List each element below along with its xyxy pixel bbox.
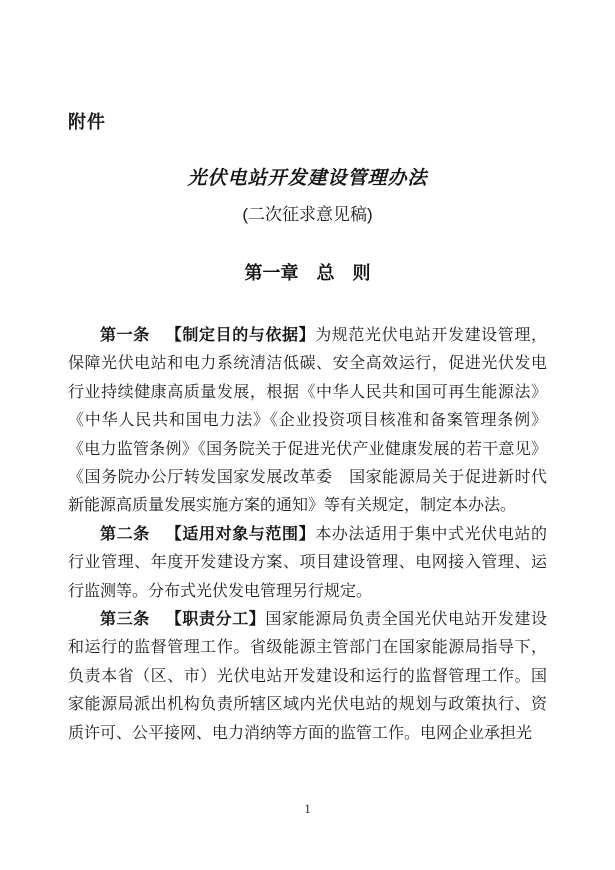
- page-number: 1: [304, 801, 311, 816]
- attachment-label: 附件: [68, 112, 106, 132]
- document-title: 光伏电站开发建设管理办法: [187, 167, 428, 189]
- article-label: 【适用对象与范围】: [165, 525, 316, 543]
- article-text: 为规范光伏电站开发建设管理，保障光伏电站和电力系统清洁低碳、安全高效运行，促进光伏发电行业持续健康高质量发展，根据《中华人民共和国可再生能源法》《中华人民共和国电力法》《企业投资项目核准和备案管理条例》《电力监管条例》《国务院关于促进光伏产业健康发展的若干意见》《国务院办公厅转发国家发展改革委 国家能源局关于促进新时代新能源高质量发展实施方案的通知》等有关规定，制定本办法。: [68, 327, 547, 515]
- article-number: 第二条: [100, 525, 150, 543]
- article-paragraph-3: [68, 606, 547, 748]
- article-text: 国家能源局负责全国光伏电站开发建设和运行的监督管理工作。省级能源主管部门在国家能源局指导下，负责本省（区、市）光伏电站开发建设和运行的监督管理工作。国家能源局派出机构负责所辖区域内光伏电站的规划与政策执行、资质许可、公平接网、电力消纳等方面的监管工作。电网企业承担光: [68, 611, 547, 742]
- document-subtitle: (二次征求意见稿): [242, 205, 373, 224]
- article-paragraph-1: [68, 322, 547, 521]
- article-number: 第一条: [100, 327, 150, 344]
- article-text: 本办法适用于集中式光伏电站的行业管理、年度开发建设方案、项目建设管理、电网接入管理、运行监测等。分布式光伏发电管理另行规定。: [68, 525, 547, 600]
- article-number: 第三条: [100, 611, 150, 629]
- article-label: 【职责分工】: [165, 611, 266, 629]
- article-paragraph-2: [68, 521, 547, 606]
- article-label: 【制定目的与依据】: [165, 327, 316, 344]
- chapter-heading: 第一章 总 则: [244, 263, 371, 283]
- document-body: [68, 322, 547, 748]
